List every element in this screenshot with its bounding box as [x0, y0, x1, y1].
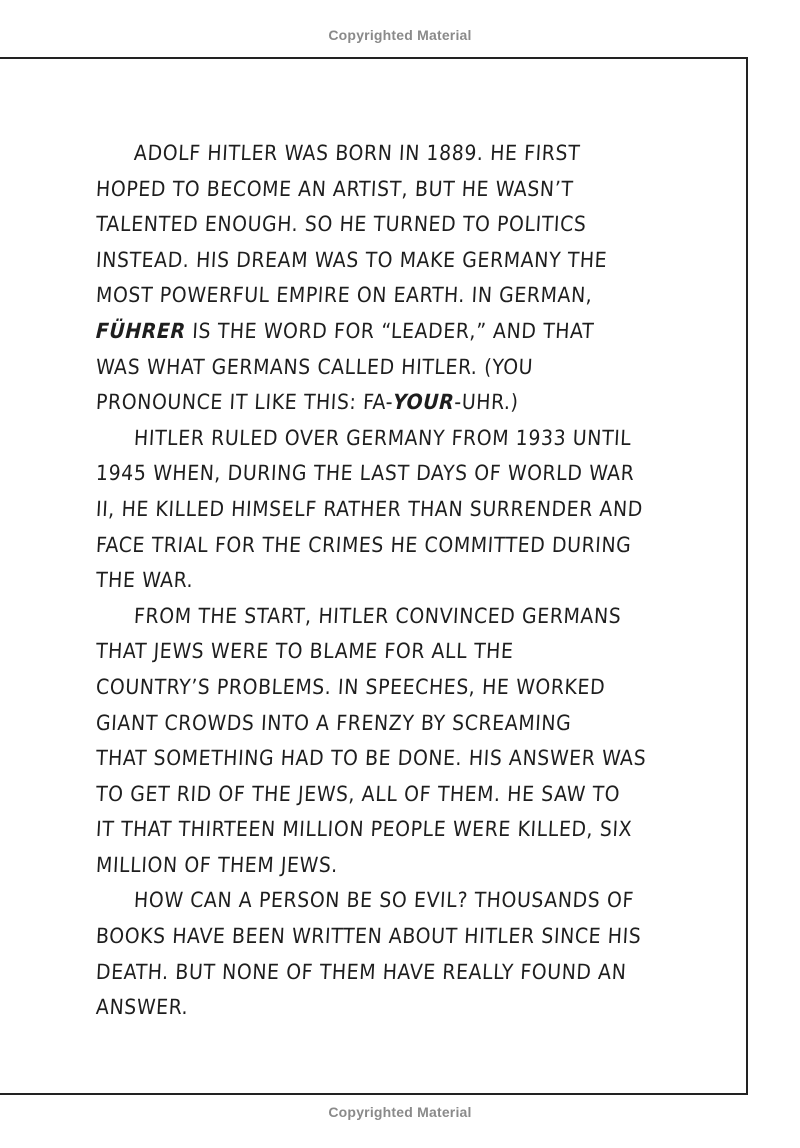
paragraph-3-line: IT THAT THIRTEEN MILLION PEOPLE WERE KILLED, SIX	[95, 817, 633, 842]
body-text	[96, 136, 706, 1026]
paragraph-1-line: TALENTED ENOUGH. SO HE TURNED TO POLITICS	[95, 212, 588, 237]
copyright-header: Copyrighted Material	[328, 27, 472, 43]
paragraph-3-line: TO GET RID OF THE JEWS, ALL OF THEM. HE SAW TO	[95, 781, 621, 806]
paragraph-1-text: PRONOUNCE IT LIKE THIS: FA-	[95, 390, 394, 415]
paragraph-1-line: MOST POWERFUL EMPIRE ON EARTH. IN GERMAN,	[95, 283, 594, 308]
paragraph-2-line: II, HE KILLED HIMSELF RATHER THAN SURRENDER AND	[95, 496, 644, 521]
copyright-footer: Copyrighted Material	[328, 1104, 472, 1120]
paragraph-1-line: HOPED TO BECOME AN ARTIST, BUT HE WASN’T	[95, 176, 575, 201]
paragraph-2-line: FACE TRIAL FOR THE CRIMES HE COMMITTED DURING	[95, 532, 633, 557]
paragraph-1-line: ADOLF HITLER WAS BORN IN 1889. HE FIRST	[133, 141, 581, 165]
paragraph-1-line: INSTEAD. HIS DREAM WAS TO MAKE GERMANY THE	[95, 247, 608, 272]
paragraph-1-text: -UHR.)	[453, 390, 520, 415]
paragraph-3-line: COUNTRY’S PROBLEMS. IN SPEECHES, HE WORKED	[95, 674, 606, 699]
paragraph-1-text: IS THE WORD FOR “LEADER,” AND THAT	[185, 318, 595, 343]
paragraph-4-line: ANSWER.	[95, 995, 189, 1020]
paragraph-4-line: DEATH. BUT NONE OF THEM HAVE REALLY FOUND AN	[95, 959, 628, 984]
paragraph-2-line: THE WAR.	[95, 568, 194, 593]
paragraph-1-line	[95, 385, 707, 421]
paragraph-1-line	[95, 314, 707, 350]
pronunciation-stress: YOUR	[392, 390, 456, 415]
paragraph-3-line: GIANT CROWDS INTO A FRENZY BY SCREAMING	[95, 710, 573, 735]
fuhrer-term: FÜHRER	[95, 318, 187, 343]
paragraph-4-line: BOOKS HAVE BEEN WRITTEN ABOUT HITLER SINCE HIS	[95, 924, 642, 949]
paragraph-2-line: 1945 WHEN, DURING THE LAST DAYS OF WORLD WAR	[95, 461, 636, 486]
paragraph-3-line: FROM THE START, HITLER CONVINCED GERMANS	[133, 603, 622, 628]
paragraph-3-line: THAT JEWS WERE TO BLAME FOR ALL THE	[95, 639, 515, 664]
paragraph-2-line: HITLER RULED OVER GERMANY FROM 1933 UNTIL	[133, 425, 633, 450]
paragraph-3-line: MILLION OF THEM JEWS.	[95, 852, 339, 877]
paragraph-4-line: HOW CAN A PERSON BE SO EVIL? THOUSANDS OF	[133, 888, 635, 913]
paragraph-1-line: WAS WHAT GERMANS CALLED HITLER. (YOU	[95, 354, 534, 379]
paragraph-3-line: THAT SOMETHING HAD TO BE DONE. HIS ANSWER WAS	[95, 746, 647, 771]
